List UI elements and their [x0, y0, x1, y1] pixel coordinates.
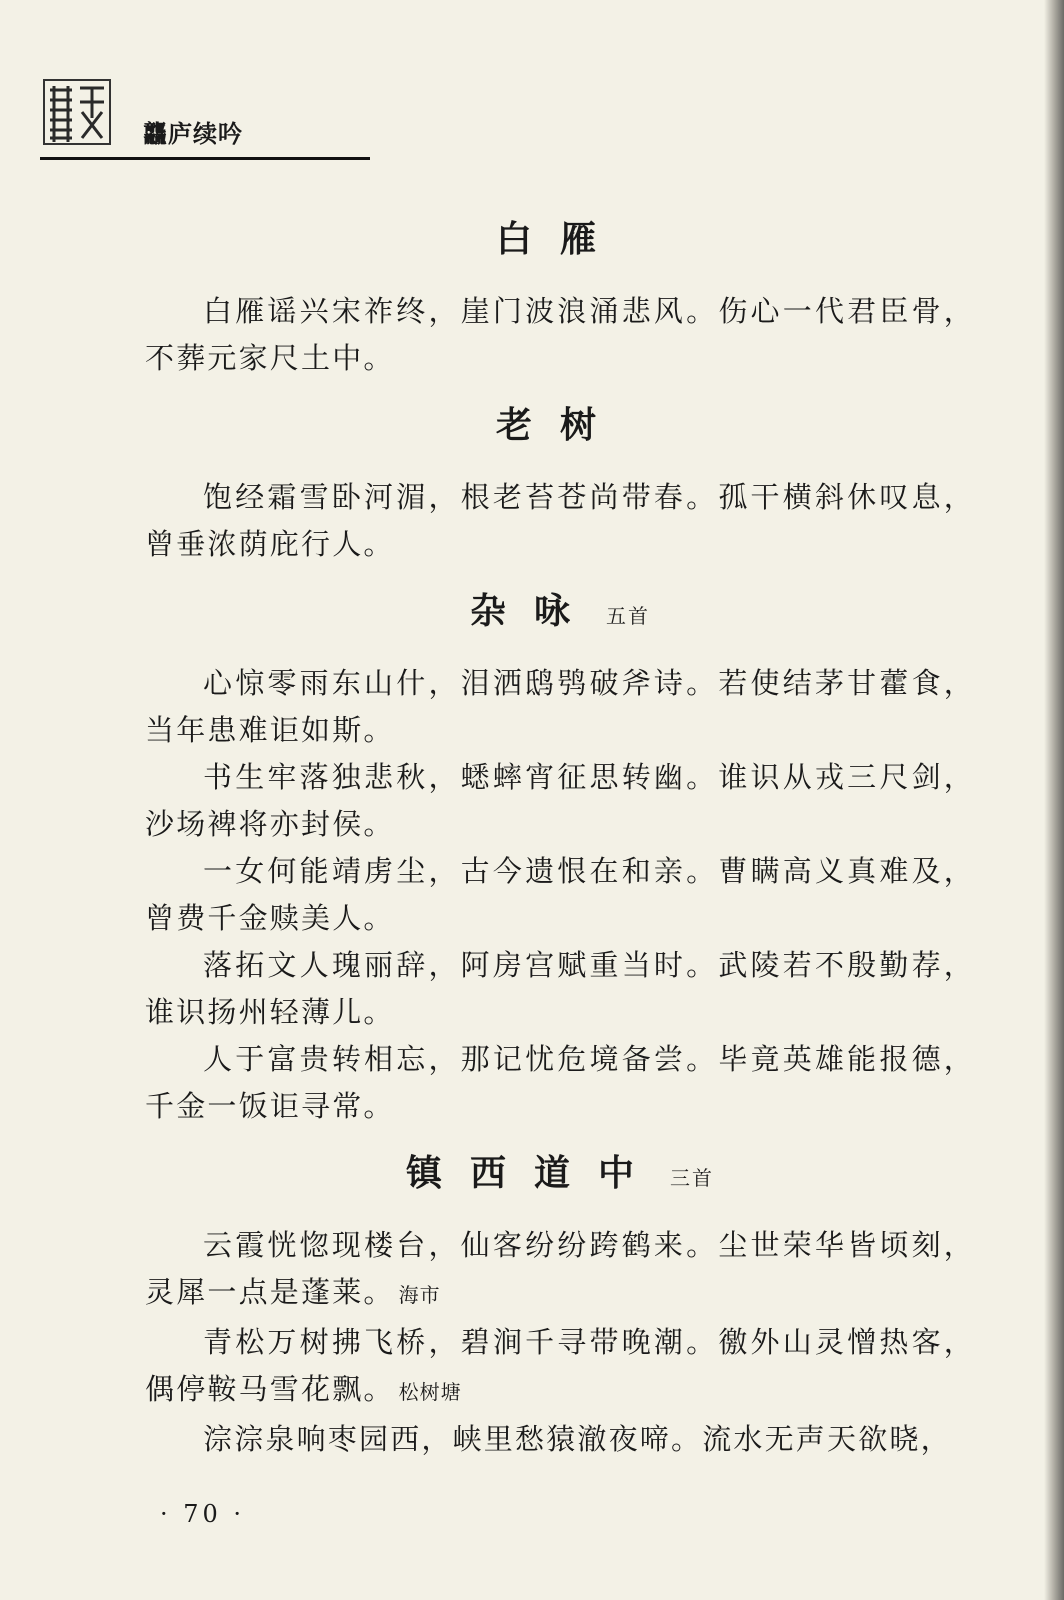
poem-title: [145, 216, 975, 262]
poem-count-note: 五首: [606, 604, 650, 628]
poem-section: [145, 588, 975, 1130]
poem-text: [145, 660, 975, 754]
poem-count-note: 三首: [670, 1166, 714, 1190]
poem-text: [145, 474, 975, 568]
poem-line: 书生牢落独悲秋，蟋蟀宵征思转幽。谁识从戎三尺剑，沙场裨将亦封侯。: [145, 760, 975, 841]
poem-line: 青松万树拂飞桥，碧涧千寻带晚潮。徼外山灵憎热客，偶停鞍马雪花飘。: [145, 1325, 975, 1406]
poem-line: 落拓文人瑰丽辞，阿房宫赋重当时。武陵若不殷勤荐，谁识扬州轻薄儿。: [145, 948, 975, 1029]
poem-title: [145, 1150, 975, 1196]
poem-section: [145, 216, 975, 382]
poem-line: 心惊零雨东山什，泪洒鸱鸮破斧诗。若使结茅甘藿食，当年患难讵如斯。: [145, 666, 975, 747]
poem-line: 一女何能靖虏尘，古今遗恨在和亲。曹瞒高义真难及，曾费千金赎美人。: [145, 854, 975, 935]
poem-text: [145, 848, 975, 942]
poem-text: [145, 1319, 975, 1416]
poem-line: 云霞恍惚现楼台，仙客纷纷跨鹤来。尘世荣华皆顷刻，灵犀一点是蓬莱。: [145, 1228, 975, 1309]
page-content: [145, 196, 975, 1463]
poem-line: 白雁谣兴宋祚终，崖门波浪涌悲风。伤心一代君臣骨，不葬元家尺土中。: [145, 294, 975, 375]
poem-subtitle-tag: 松树塘: [398, 1380, 462, 1404]
poem-text: [145, 1416, 975, 1463]
poem-subtitle-tag: 海市: [398, 1283, 441, 1307]
poem-line: 人于富贵转相忘，那记忧危境备尝。毕竟英雄能报德，千金一饭讵寻常。: [145, 1042, 975, 1123]
poem-section: [145, 1150, 975, 1463]
poem-text: [145, 288, 975, 382]
poem-text: [145, 942, 975, 1036]
page-edge-shadow: [1044, 0, 1064, 1600]
poem-title-text: 杂咏: [469, 590, 598, 632]
page-number: · 70 ·: [160, 1500, 246, 1528]
header-rule: [40, 157, 370, 160]
poem-title: [145, 402, 975, 448]
poem-line: 饱经霜雪卧河湄，根老苔苍尚带春。孤干横斜休叹息，曾垂浓荫庇行人。: [145, 480, 975, 561]
poem-title-text: 老树: [495, 404, 624, 446]
running-header: [40, 72, 370, 164]
poem-text: [145, 1036, 975, 1130]
poem-title: [145, 588, 975, 634]
poem-line: 淙淙泉响枣园西，峡里愁猿澈夜啼。流水无声天欲晓，: [203, 1422, 952, 1456]
seal-logo: [42, 78, 112, 146]
poem-text: [145, 1222, 975, 1319]
poem-title-text: 白雁: [495, 218, 624, 260]
poem-title-text: 镇西道中: [405, 1152, 662, 1194]
poem-text: [145, 754, 975, 848]
header-title: 龘庐续吟: [143, 120, 243, 148]
poem-section: [145, 402, 975, 568]
